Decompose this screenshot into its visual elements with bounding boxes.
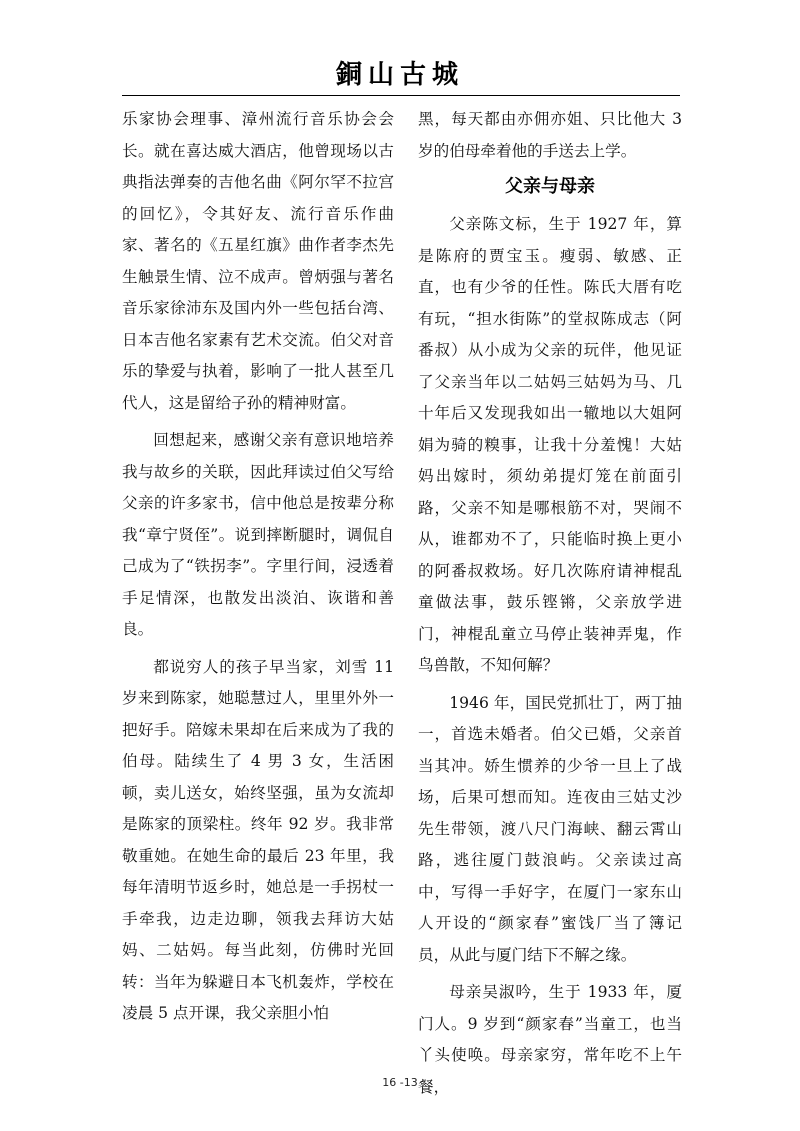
right-column xyxy=(418,104,682,1109)
body-paragraph: 黑，每天都由亦佣亦姐、只比他大 3岁的伯母牵着他的手送去上学。 xyxy=(418,110,682,160)
body-paragraph: 乐家协会理事、漳州流行音乐协会会长。就在喜达威大酒店，他曾现场以古典指法弹奏的吉他名曲《阿尔罕不拉宫的回忆》，令其好友、流行音乐作曲家、著名的《五星红旗》曲作者李杰先生触景生情、泣不成声。曾炳强与著名音乐家徐沛东及国内外一些包括台湾、日本吉他名家素有艺术交流。伯父对音乐的挚爱与执着，影响了一批人甚至几代人，这是留给子孙的精神财富。 xyxy=(122,110,394,412)
body-paragraph: 都说穷人的孩子早当家，刘雪 11岁来到陈家，她聪慧过人，里里外外一把好手。陪嫁未果却在后来成为了我的伯母。陆续生了 4 男 3 女，生活困顿，卖儿送女，始终坚强，虽为女流却是陈家的顶梁柱。终年 92 岁。我非常敬重她。在她生命的最后 23 年里，我每年清明节返乡时，她总是一手拐杖一手牵我，边走边聊，领我去拜访大姑妈、二姑妈。每当此刻，仿佛时光回转：当年为躲避日本飞机轰炸，学校在凌晨 5 点开课，我父亲胆小怕 xyxy=(122,657,394,1022)
body-paragraph: 回想起来，感谢父亲有意识地培养我与故乡的关联，因此拜读过伯父写给父亲的许多家书，信中他总是按辈分称我“章宁贤侄”。说到摔断腿时，调侃自己成为了“铁拐李”。字里行间，浸透着手足情深，也散发出淡泊、诙谐和善良。 xyxy=(122,431,394,638)
body-paragraph: 父亲陈文标，生于 1927 年，算是陈府的贾宝玉。瘦弱、敏感、正直，也有少爷的任性。陈氏大厝有吃有玩，“担水街陈”的堂叔陈成志（阿番叔）从小成为父亲的玩伴，他见证了父亲当年以二姑妈三姑妈为马、几十年后又发现我如出一辙地以大姐阿娟为骑的糗事，让我十分羞愧！大姑妈出嫁时，须幼弟提灯笼在前面引路，父亲不知是哪根筋不对，哭闹不从，谁都劝不了，只能临时换上更小的阿番叔救场。好几次陈府请神棍乱童做法事，鼓乐铿锵，父亲放学进门，神棍乱童立马停止装神弄鬼，作鸟兽散，不知何解？ xyxy=(418,215,682,674)
body-paragraph: 母亲吴淑吟，生于 1933 年，厦门人。9 岁到“颜家春”当童工，也当丫头使唤。母亲家穷，常年吃不上午餐， xyxy=(418,983,682,1096)
section-heading: 父亲与母亲 xyxy=(505,176,595,197)
header-divider xyxy=(122,95,680,96)
page-number: 16 -13 xyxy=(382,1076,418,1089)
body-paragraph: 1946 年，国民党抓壮丁，两丁抽一，首选未婚者。伯父已婚，父亲首当其冲。娇生惯养的少爷一旦上了战场，后果可想而知。连夜由三姑丈沙先生带领，渡八尺门海峡、翻云霄山路，逃往厦门鼓浪屿。父亲读过高中，写得一手好字，在厦门一家东山人开设的“颜家春”蜜饯厂当了簿记员，从此与厦门结下不解之缘。 xyxy=(418,693,682,964)
page-header-title: 銅山古城 xyxy=(335,60,464,90)
left-column xyxy=(122,104,394,1036)
